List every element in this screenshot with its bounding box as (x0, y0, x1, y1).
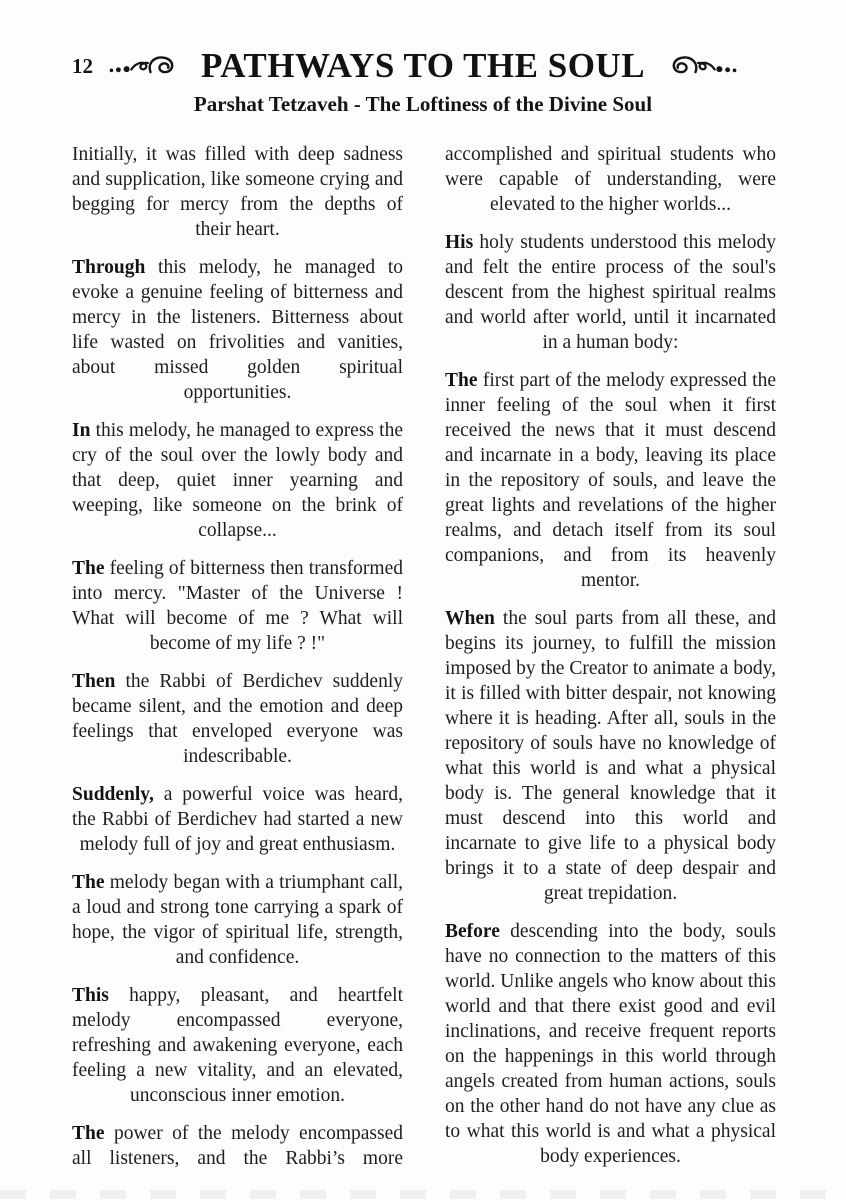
paragraph (445, 142, 776, 217)
paragraph-text: feeling of bitterness then transformed into mercy. "Master of the Universe ! What will become of me ? What will become of my life ? !" (72, 557, 403, 654)
paragraph-lead-word: Suddenly, (72, 783, 154, 805)
paragraph (72, 142, 403, 242)
right-column (445, 142, 776, 1184)
paragraph (445, 368, 776, 593)
paragraph-lead-word: The (72, 557, 105, 579)
paragraph (72, 418, 403, 543)
title-row (0, 48, 846, 85)
paragraph-lead-word: This (72, 984, 109, 1006)
paragraph-text: the Rabbi of Berdichev suddenly became silent, and the emotion and deep feelings that enveloped everyone was indescribable. (72, 670, 403, 767)
paragraph-text: happy, pleasant, and heartfelt melody encompassed everyone, refreshing and awakening everyone, each feeling a new vitality, and an elevated, unconscious inner emotion. (72, 984, 403, 1106)
paragraph (72, 983, 403, 1108)
paragraph-text: holy students understood this melody and felt the entire process of the soul's descent from the highest spiritual realms and world after world, until it incarnated in a human body: (445, 231, 776, 353)
paragraph (72, 255, 403, 405)
paragraph-text: melody began with a triumphant call, a loud and strong tone carrying a spark of hope, the vigor of spiritual life, strength, and confidence. (72, 871, 403, 968)
paragraph (72, 1121, 403, 1171)
page-number: 12 (72, 54, 93, 78)
flourish-left-icon (101, 53, 193, 79)
flourish-right-icon (653, 53, 745, 79)
paragraph-lead-word: The (445, 369, 478, 391)
paragraph-text: the soul parts from all these, and begins its journey, to fulfill the mission imposed by the Creator to animate a body, it is filled with bitter despair, not knowing where it is heading. After all, souls in the repository of souls have no knowledge of what this world is and what a physical body is. The general knowledge that it must descend into this world and incarnate to give life to a physical body brings it to a state of deep despair and great trepidation. (445, 607, 776, 904)
paragraph-text: descending into the body, souls have no connection to the matters of this world. Unlike angels who know about this world and that there exist good and evil inclinations, and receive frequent reports on the happenings in this world through angels created from human actions, souls on the other hand do not have any clue as to what this world is and what a physical body experiences. (445, 920, 776, 1167)
page-subtitle: Parshat Tetzaveh - The Loftiness of the Divine Soul (193, 91, 653, 116)
paragraph-text: this melody, he managed to evoke a genuine feeling of bitterness and mercy in the listeners. Bitterness about life wasted on frivolities and vanities, about missed golden spiritual opportunities. (72, 256, 403, 403)
paragraph-lead-word: The (72, 1122, 105, 1144)
paragraph-text: Initially, it was filled with deep sadness and supplication, like someone crying and begging for mercy from the depths of their heart. (72, 143, 403, 240)
paragraph-lead-word: The (72, 871, 105, 893)
left-column (72, 142, 403, 1184)
paragraph-text: this melody, he managed to express the cry of the soul over the lowly body and that deep, quiet inner yearning and weeping, like someone on the brink of collapse... (72, 419, 403, 541)
paragraph-text: power of the melody encompassed all listeners, and the Rabbi’s more (72, 1122, 403, 1169)
paragraph-lead-word: His (445, 231, 474, 253)
paragraph-text: a powerful voice was heard, the Rabbi of Berdichev had started a new melody full of joy and great enthusiasm. (72, 783, 403, 855)
paragraph-text: first part of the melody expressed the inner feeling of the soul when it first received the news that it must descend and incarnate in a body, leaving its place in the repository of souls, and leave the great lights and revelations of the higher realms, and detach itself from its soul companions, and from its heavenly mentor. (445, 369, 776, 591)
paragraph-lead-word: In (72, 419, 91, 441)
paragraph (445, 230, 776, 355)
page-bottom-bleed-artifact (0, 1190, 846, 1199)
paragraph (72, 669, 403, 769)
text-columns (0, 117, 846, 1184)
paragraph (72, 870, 403, 970)
paragraph (445, 606, 776, 906)
paragraph-lead-word: Then (72, 670, 116, 692)
paragraph-text: accomplished and spiritual students who were capable of understanding, were elevated to the higher worlds... (445, 143, 776, 215)
paragraph-lead-word: Before (445, 920, 500, 942)
paragraph (72, 556, 403, 656)
paragraph (72, 782, 403, 857)
page-title: PATHWAYS TO THE SOUL (200, 46, 646, 85)
page-header (0, 0, 846, 117)
paragraph-lead-word: When (445, 607, 495, 629)
paragraph (445, 919, 776, 1169)
paragraph-lead-word: Through (72, 256, 146, 278)
